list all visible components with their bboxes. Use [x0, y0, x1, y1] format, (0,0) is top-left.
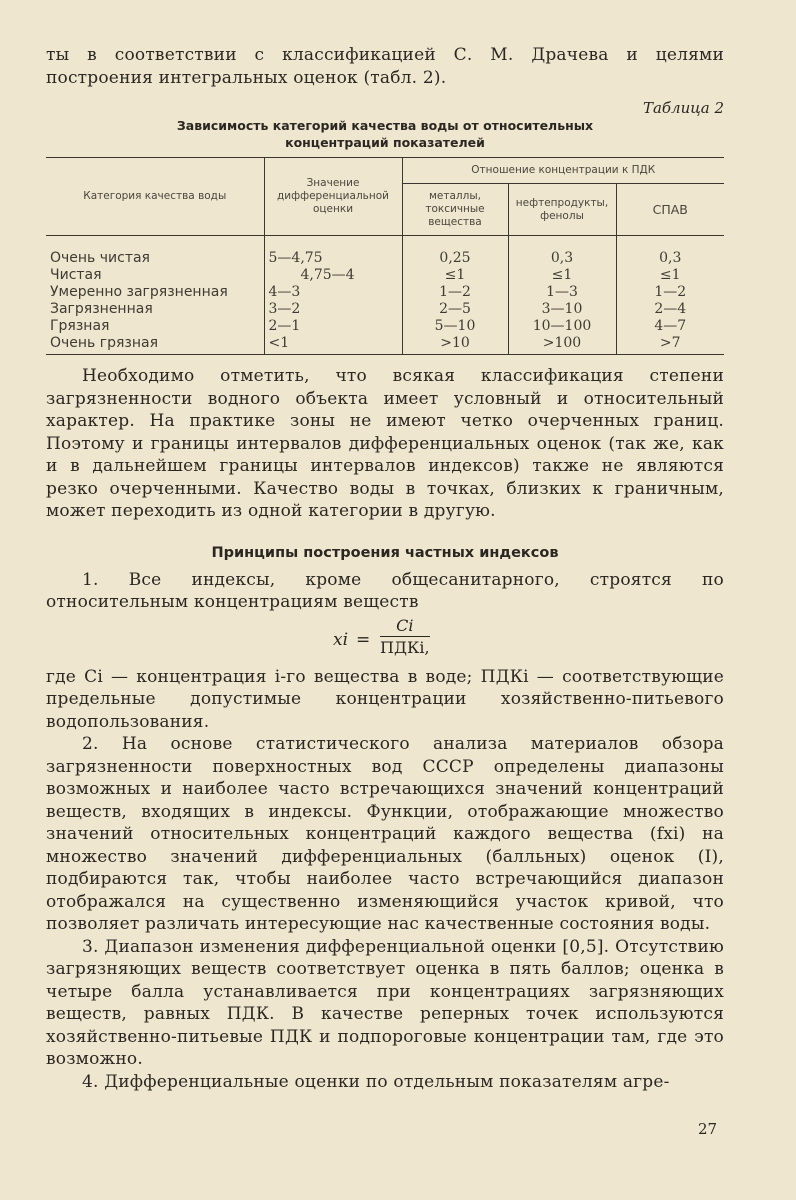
item-1: 1. Все индексы, кроме общесанитарного, строятся по относительным концентрациям веществ: [46, 569, 724, 612]
cell-spav: ≤1: [616, 267, 724, 284]
where-paragraph: где Ci — концентрация i-го вещества в воде; ПДКi — соответствующие предельные допустимые концентрации хозяйственно-питьевого водопользования.: [46, 666, 724, 732]
section-title: Принципы построения частных индексов: [211, 544, 559, 561]
cell-score: <1: [264, 335, 402, 355]
table-row: [46, 335, 724, 355]
cell-metals: 5—10: [402, 318, 508, 335]
intro-paragraph: ты в соответствии с классификацией С. М. Драчева и целями построения интегральных оценок (табл. 2).: [46, 45, 724, 88]
quality-table: [46, 157, 724, 355]
cell-score: 4—3: [264, 284, 402, 301]
cell-score: 3—2: [264, 301, 402, 318]
formula-lhs: xi: [333, 629, 349, 650]
table-row: [46, 301, 724, 318]
cell-category: Грязная: [50, 318, 110, 334]
item-3: 3. Диапазон изменения дифференциальной оценки [0,5]. Отсутствию загрязняющих веществ соответствует оценка в пять баллов; оценка в четыре балла устанавливается при концентрациях загрязняющих веществ, равных ПДК. В качестве реперных точек используются хозяйственно-питьевые ПДК и подпороговые концентрации там, где это возможно.: [46, 936, 724, 1069]
cell-oil: 3—10: [508, 301, 616, 318]
cell-spav: 4—7: [616, 318, 724, 335]
cell-oil: ≤1: [508, 267, 616, 284]
cell-category: Загрязненная: [50, 301, 153, 317]
cell-score: 5—4,75: [264, 236, 402, 268]
cell-metals: >10: [402, 335, 508, 355]
header-oil: нефтепродукты, фенолы: [508, 184, 616, 236]
page-number: 27: [698, 1120, 718, 1138]
table-label: Таблица 2: [642, 99, 724, 117]
note-paragraph: Необходимо отметить, что всякая классификация степени загрязненности водного объекта имеет условный и относительный характер. На практике зоны не имеют четко очерченных границ. Поэтому и границы интервалов дифференциальных оценок (так же, как и в дальнейшем границы интервалов индексов) также не являются резко очерченными. Качество воды в точках, близких к граничным, может переходить из одной категории в другую.: [46, 366, 724, 521]
cell-score: 4,75—4: [264, 267, 402, 284]
table-title-line1: Зависимость категорий качества воды от относительных: [176, 118, 594, 133]
cell-score: 2—1: [264, 318, 402, 335]
cell-metals: ≤1: [402, 267, 508, 284]
table-title-line2: концентраций показателей: [285, 135, 485, 150]
header-ratio-group: Отношение концентрации к ПДК: [402, 158, 724, 184]
table-row: [46, 267, 724, 284]
cell-category: Умеренно загрязненная: [50, 284, 228, 300]
header-spav: СПАВ: [616, 184, 724, 236]
formula-denominator: ПДКi,: [380, 637, 430, 657]
page-content: [46, 44, 724, 1093]
table-title: [46, 117, 724, 151]
table-row: [46, 318, 724, 335]
cell-spav: 1—2: [616, 284, 724, 301]
cell-spav: 0,3: [616, 236, 724, 268]
cell-metals: 2—5: [402, 301, 508, 318]
cell-oil: 10—100: [508, 318, 616, 335]
cell-oil: >100: [508, 335, 616, 355]
formula-numerator: Ci: [380, 616, 430, 637]
cell-category: Чистая: [50, 267, 102, 283]
item-2: 2. На основе статистического анализа материалов обзора загрязненности поверхностных вод СССР определены диапазоны возможных и наиболее часто встречающихся значений концентраций веществ, входящих в индексы. Функции, отображающие множество значений относительных концентраций каждого вещества (fxi) на множество значений дифференциальных (балльных) оценок (I), подбираются так, чтобы наиболее часто встречающийся диапазон отображался на существенно изменяющийся участок кривой, что позволяет различать интересующие нас качественные состояния воды.: [46, 734, 724, 934]
cell-metals: 1—2: [402, 284, 508, 301]
formula-fraction: [380, 616, 430, 659]
cell-spav: >7: [616, 335, 724, 355]
formula-equals: =: [356, 629, 371, 650]
item-4: 4. Дифференциальные оценки по отдельным показателям агре-: [82, 1071, 670, 1092]
table-row: [46, 284, 724, 301]
header-score: Значение дифференциальной оценки: [264, 158, 402, 236]
cell-category: Очень грязная: [46, 335, 264, 355]
header-metals: металлы, токсичные вещества: [402, 184, 508, 236]
cell-oil: 0,3: [508, 236, 616, 268]
cell-spav: 2—4: [616, 301, 724, 318]
table-row: [46, 236, 724, 268]
header-category: Категория качества воды: [46, 158, 264, 236]
cell-metals: 0,25: [402, 236, 508, 268]
cell-oil: 1—3: [508, 284, 616, 301]
cell-category: Очень чистая: [50, 250, 150, 266]
formula: [46, 616, 724, 662]
